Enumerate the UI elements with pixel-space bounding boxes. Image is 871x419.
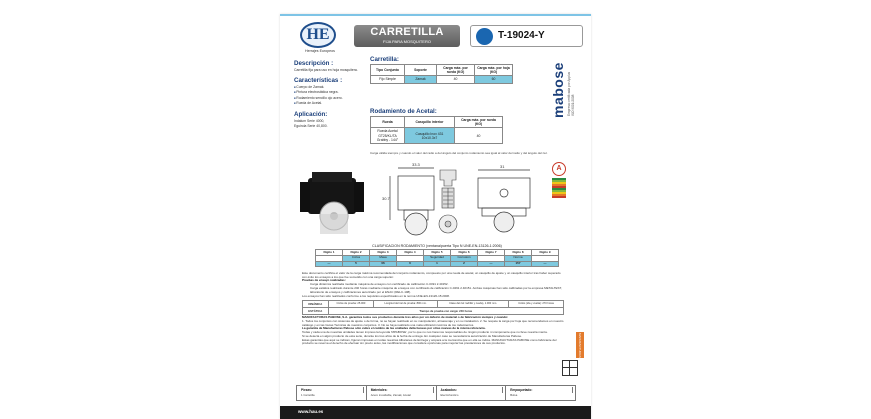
paragraph: Este documento certifica el valor de la carga máxima recomendada del conjunto rodamiento, compuesto por una rueda de acetal, un casquillo de ajuste y un casquillo interior tras haber superado con éxito los ensayos a los que fue sometido con una carga superior. bbox=[302, 271, 561, 279]
brand-tagline-line: ISO 9001:2008 bbox=[571, 94, 575, 116]
table-cell: DINÁMICA bbox=[303, 300, 329, 307]
footer-col-value: 1 Carretilla bbox=[301, 393, 315, 397]
table-header: Dígito 3 bbox=[370, 250, 397, 256]
exploded-view-drawing-icon bbox=[439, 170, 457, 233]
side-view-drawing-icon bbox=[478, 170, 530, 232]
footer-col bbox=[437, 386, 507, 400]
logo-mark: HE bbox=[300, 22, 336, 48]
table-cell: 60 bbox=[475, 76, 513, 83]
table-cell: Masa bbox=[370, 255, 397, 261]
brand-tagline-line: Empresa certificada por Applus bbox=[567, 71, 571, 116]
table-header: Dígito 4 bbox=[397, 250, 424, 256]
table-cell bbox=[371, 128, 405, 144]
footer-col-title: Acabados: bbox=[439, 387, 504, 393]
table-cell: Clase del riel: ladrillo y rueda), 1.000 mm. bbox=[437, 300, 508, 307]
brand-wordmark: mabose bbox=[550, 62, 566, 118]
product-title-bar bbox=[354, 25, 460, 47]
table-cell: Corrosión bbox=[451, 255, 478, 261]
table-header: Tipo Conjunto bbox=[371, 65, 405, 76]
casquillo-line: 10x10.3x7 bbox=[421, 135, 438, 140]
footer-col-title: Materiales: bbox=[369, 387, 434, 393]
paragraph: Los ensayos han sido realizados conforme a los requisitos especificados en la norma UNE-EN-13126-15:2008. bbox=[302, 294, 450, 299]
application-text-1: Indalum Serie 4000, bbox=[294, 118, 325, 123]
rodamiento-heading: Rodamiento de Acetal: bbox=[370, 108, 437, 115]
table-header: Dígito 1 bbox=[316, 250, 343, 256]
casquillo-line: Casquillo Inox 431 bbox=[415, 131, 444, 136]
table-header: Rueda bbox=[371, 117, 405, 128]
table-cell: Longitud del riel de prueba: 800 mm. bbox=[374, 300, 438, 307]
table-cell: 1 bbox=[424, 261, 451, 267]
table-cell: ESTÁTICA bbox=[303, 308, 329, 315]
window-symbol-icon bbox=[562, 360, 578, 376]
table-cell: — bbox=[316, 261, 343, 267]
product-code-bar bbox=[470, 25, 583, 47]
energy-class-icon: A bbox=[552, 162, 566, 176]
classification-block bbox=[302, 244, 572, 267]
list-item: ■ Cuerpo de Zamak. bbox=[294, 85, 364, 91]
paragraph: Todas y cada una de nuestras unidades tienen impreso la leyenda 'MPABOSE', por lo que no nos haremos responsables de ningún producto ni componente que no lleve nuestra marca. bbox=[302, 330, 548, 335]
table-header: Dígito 6 bbox=[451, 250, 478, 256]
table-header: Dígito 9 bbox=[532, 250, 559, 256]
front-view-drawing-icon bbox=[390, 168, 434, 235]
table-header: Soporte bbox=[405, 65, 437, 76]
footer-col-value: Electroforético bbox=[440, 393, 459, 397]
logo-caption: Herrajes Europeos bbox=[305, 49, 335, 53]
paragraph: Estas garantías que aquí se indican, figuran impresas en todas nuestras Albaranes de Entrega y ampara a la mercancía que en ella se indica. MANUFACTURAS PABOSE como fabricante del producto se reserva el derecho de efectuar sin previo aviso, las modificaciones que considere oportunas para mejorar las prestaciones de sus productos. bbox=[302, 337, 557, 346]
table-cell: 2 bbox=[451, 261, 478, 267]
table-cell bbox=[405, 128, 455, 144]
product-subtitle: FIJA PARA MOSQUITERO bbox=[383, 39, 431, 44]
rodamiento-section bbox=[370, 108, 503, 144]
product-code: T-19024-Y bbox=[498, 30, 545, 41]
footer-col-title: Empaquetado: bbox=[508, 387, 573, 393]
dim-height-label: 30.7 bbox=[382, 196, 390, 201]
carriage-photo-icon bbox=[300, 172, 364, 234]
brand-tagline bbox=[567, 72, 575, 116]
table-cell: Zamak bbox=[405, 76, 437, 83]
tests-table bbox=[302, 300, 564, 315]
side-tab: MANUFACTURAS bbox=[578, 332, 582, 358]
table-cell: Ciclos de prueba: 25.000 bbox=[328, 300, 374, 307]
brand-block bbox=[542, 62, 582, 170]
footer-table bbox=[296, 385, 576, 401]
table-cell: 40 bbox=[455, 128, 503, 144]
website-link[interactable]: www.hau.es bbox=[298, 409, 324, 414]
footer-col bbox=[297, 386, 367, 400]
datasheet-page bbox=[280, 14, 591, 419]
table-cell: 40 bbox=[437, 76, 475, 83]
rueda-line: Rueda Acetal bbox=[377, 129, 398, 134]
table-cell: Fijo Simple bbox=[371, 76, 405, 83]
bullet-dynamic: Carga dinámica realizada mediante máquina de ensayos con certificado de calibración C-0491 2.40152. bbox=[310, 282, 449, 287]
table-cell: Ciclos (ida y vuelta): 270 horas bbox=[509, 300, 564, 307]
footer-col-title: Piezas: bbox=[299, 387, 364, 393]
left-column bbox=[294, 56, 364, 128]
table-header: Dígito 5 bbox=[424, 250, 451, 256]
table-cell: — bbox=[478, 261, 505, 267]
description-text: Carretilla fija para uso en hoja mosquitera. bbox=[294, 68, 358, 72]
table-cell: Seguridad bbox=[424, 255, 451, 261]
table-cell: 5 bbox=[343, 261, 370, 267]
table-header: Dígito 8 bbox=[505, 250, 532, 256]
classification-table bbox=[315, 249, 559, 267]
classification-title: CLASIFICACION RODAMIENTO (ventana/puerta Tipo N UNE-EN-13126-1:2006) bbox=[372, 244, 502, 248]
dim-width-label: 33.3 bbox=[412, 162, 420, 167]
rueda-line: GT25/KL/TA bbox=[378, 133, 397, 138]
certificate-text bbox=[302, 272, 564, 346]
table-header: Carga máx. por rueda (KG) bbox=[437, 65, 475, 76]
table-header: Dígito 2 bbox=[343, 250, 370, 256]
table-cell: Tiempo de prueba con carga: 240 horas bbox=[328, 308, 563, 315]
rueda-line: Grabby - 144° bbox=[376, 137, 399, 142]
application-text-2: Eguirola Serie 40,800. bbox=[294, 123, 328, 128]
list-item: ■ Pintura electrostática negra. bbox=[294, 90, 364, 96]
list-item: ■ Rueda de Acetal. bbox=[294, 101, 364, 107]
dim-width-label-2: 31 bbox=[500, 164, 505, 169]
load-note: Carga válida siempre y cuando el valor del radio a del ángulo del conjunto rodamiento sea igual al valor del radio y del ángulo del riel. bbox=[370, 151, 548, 155]
table-cell: 06 bbox=[370, 261, 397, 267]
color-dot-icon bbox=[476, 28, 493, 45]
table-cell: 157 bbox=[505, 261, 532, 267]
table-header: Casquillo interior bbox=[405, 117, 455, 128]
footer-col-value: Acero inoxidable, Zamak, Acetal bbox=[370, 393, 411, 397]
characteristics-list bbox=[294, 85, 364, 107]
characteristics-heading: Características : bbox=[294, 76, 343, 84]
paragraph: Si se detecta en algún producto de esta serie, durante los tres años de la fecha de entrega. En cualquier caso se necesitará la autorización de Manufacturas Pabose. bbox=[302, 333, 522, 338]
table-header: Carga máx. por hoja (KG) bbox=[475, 65, 513, 76]
table-cell: — bbox=[532, 261, 559, 267]
warranty-text: MANUFACTURAS PABOSE, S.A. garantiza todos sus productos durante tres años por un defecto de material o de fabricación siempre y cuando: bbox=[302, 315, 509, 320]
table-cell: Ciclos bbox=[343, 255, 370, 261]
application-heading: Aplicación: bbox=[294, 110, 328, 118]
list-item: ■ Rodamiento sencillo ojo acero. bbox=[294, 96, 364, 102]
company-logo bbox=[294, 20, 346, 56]
product-illustration bbox=[300, 162, 556, 240]
table-header: Dígito 7 bbox=[478, 250, 505, 256]
bottom-bar bbox=[280, 406, 591, 419]
top-accent-bar bbox=[280, 14, 591, 16]
warranty-scope: La garantía de Manufacturas Pabose sólo cubre el cambio de las unidades defectuosas por otras nuevas de la misma referencia. bbox=[302, 326, 486, 331]
paragraph: 1. Todos los conjuntos con sistemas de ajuste o de forma, no se hayan realizado en su manipulación, almacenaje y en su instalación. 2. Se respete la carga por hoja que recomendamos en nuestro catálogo y en las Guías Técnicas de nuestros conjuntos. 3. No se haya realizado una mala utilización técnica de los rodamientos. bbox=[302, 319, 564, 327]
bullet-static: Carga estática realizado durante 240 horas mediante máquina de ensayos con certificado de calibración C-0491 2.40151. Ambas máquinas han sido calibradas por la empresa METALTEST, laboratorio de ensayos y calibraciones autorizado por el ENAC (RELC-108). bbox=[310, 285, 562, 294]
footer-col bbox=[367, 386, 437, 400]
table-cell: 0 bbox=[397, 261, 424, 267]
footer-col bbox=[506, 386, 575, 400]
rodamiento-table bbox=[370, 116, 503, 144]
carretilla-section bbox=[370, 56, 513, 84]
footer-col-value: Bolsa bbox=[510, 393, 518, 397]
carretilla-heading: Carretilla: bbox=[370, 56, 399, 63]
table-cell: Norma bbox=[505, 255, 532, 261]
table-header: Carga máx. por rueda (KG) bbox=[455, 117, 503, 128]
tests-heading-text: Pruebas de ensayo realizadas: bbox=[302, 278, 346, 283]
product-title: CARRETILLA bbox=[370, 26, 444, 38]
carretilla-table bbox=[370, 64, 513, 84]
description-heading: Descripción : bbox=[294, 60, 334, 67]
